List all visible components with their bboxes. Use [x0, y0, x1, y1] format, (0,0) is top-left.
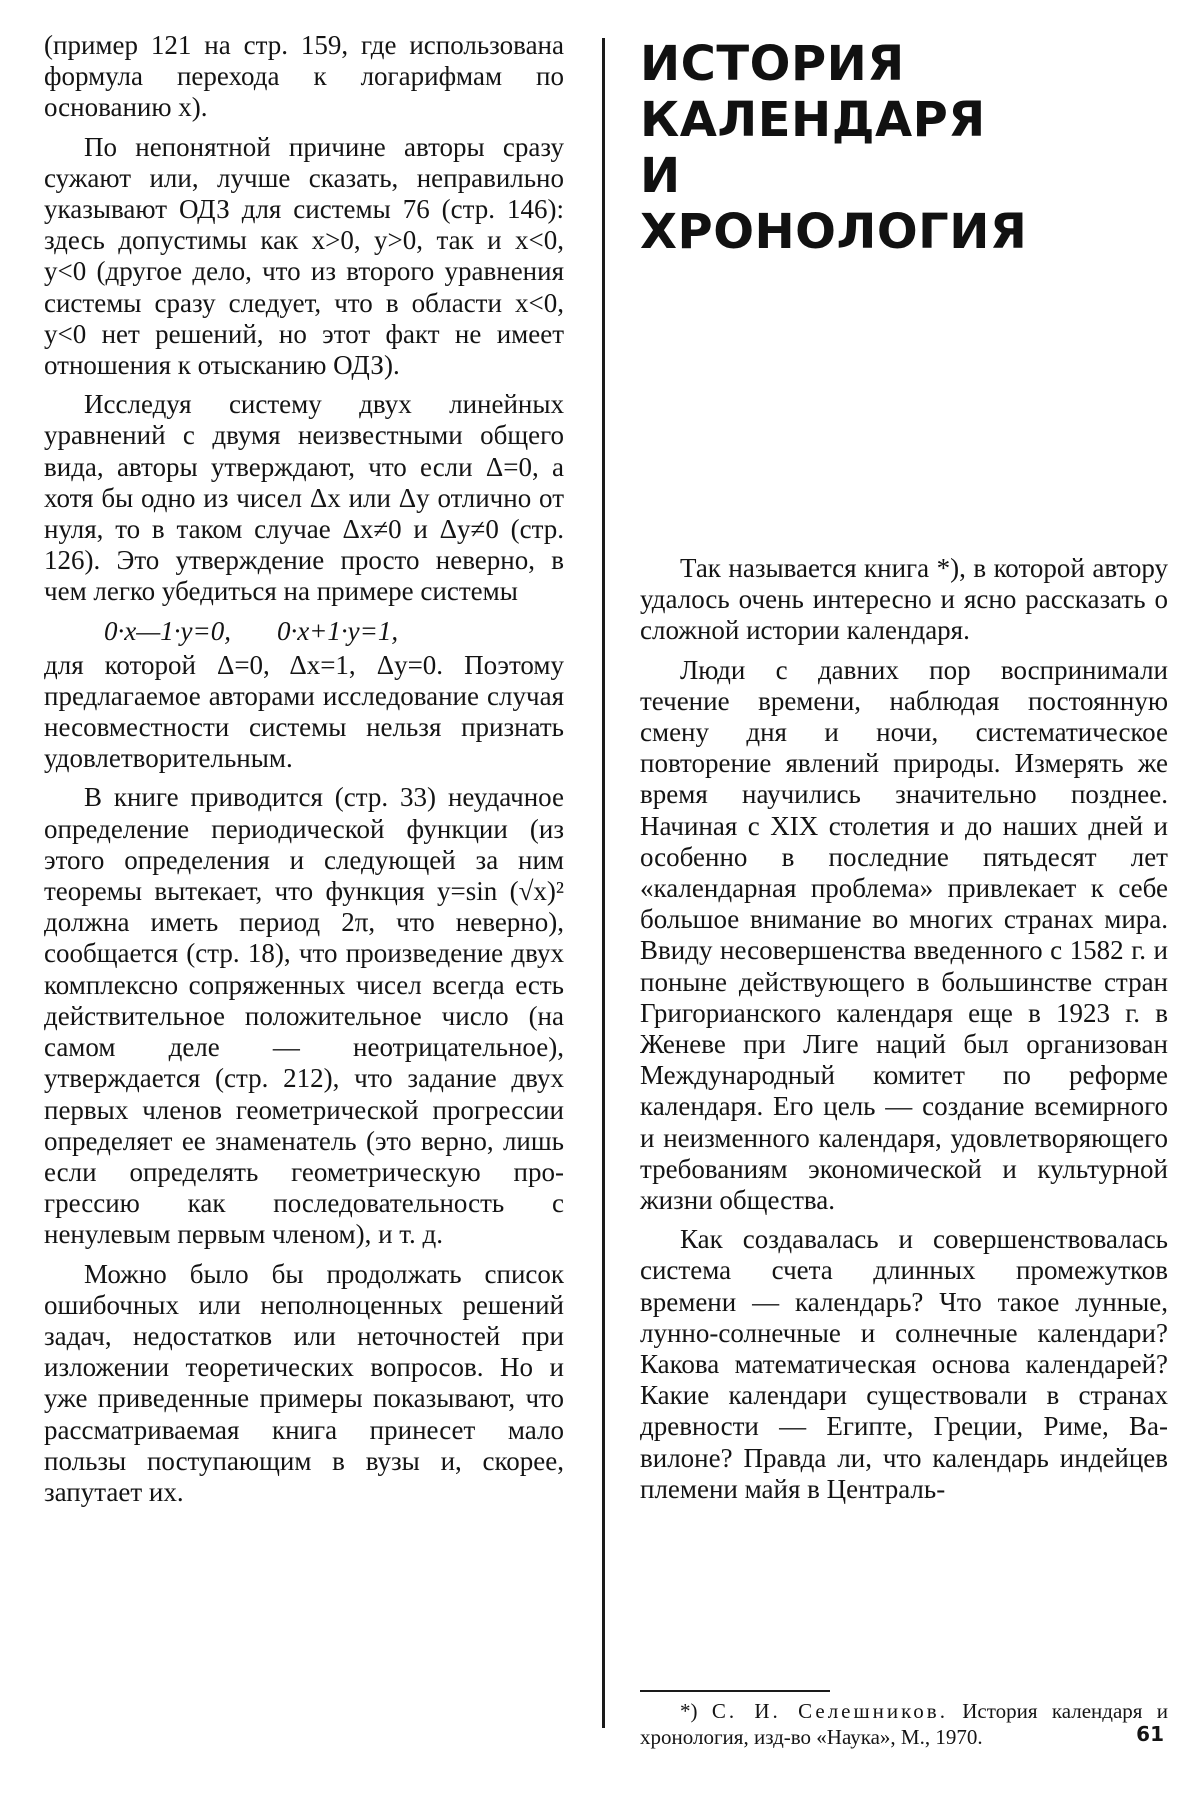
- footnote: [640, 1698, 1168, 1750]
- left-paragraph-6: Можно было бы продолжать список ошибочных или неполноценных решений задач, недостатков или неточностей при изложении теоретических вопросов. Но и уже приведенные примеры показывают, что рассматриваемая книга принесет мало пользы поступающим в вузы и, скорее, запутает их.: [44, 1258, 564, 1507]
- left-paragraph-5: В книге приводится (стр. 33) неудачное определение периодической функции (из этого определения и следующей за ним теоремы вытекает, что функция y=sin (√x)² должна иметь период 2π, что неверно), сообщается (стр. 18), что произведение двух комплексно сопряженных чисел всегда есть действительное положительное число (на самом деле — неотрицательное), утверждается (стр. 212), что задание двух первых членов геометрической прогрессии определяет ее знаменатель (это верно, лишь если определять геометрическую прогрессию как последовательность с ненулевым первым членом), и т. д.: [44, 782, 564, 1250]
- article-title: [640, 36, 1168, 260]
- left-paragraph-2: По непонятной причине авторы сразу сужают или, лучше сказать, неправильно указывают ОДЗ для системы 76 (стр. 146): здесь допустимы как x>0, y>0, так и x<0, y<0 (другое дело, что из второго уравнения системы сразу следует, что в области x<0, y<0 нет решений, но этот факт не имеет отношения к отысканию ОДЗ).: [44, 131, 564, 381]
- left-paragraph-4: для которой Δ=0, Δx=1, Δy=0. Поэтому предлагаемое авторами исследование случая несовместности системы нельзя признать удовлетворительным.: [44, 649, 564, 774]
- footnote-text: История календаря и хронология, изд-во «Наука», М., 1970.: [640, 1699, 1168, 1749]
- right-paragraph-2: Люди с давних пор воспринимали течение времени, наблюдая постоянную смену дня и ночи, систематическое повторение явлений природы. Измерять же время научились значительно позднее. Начиная с XIX столетия и до наших дней и особенно в последние пятьдесят лет «календарная проблема» привлекает к себе большое внимание во многих странах мира. Ввиду несовершенства введенного с 1582 г. и поныне действующего в большинстве стран Григорианского календаря еще в 1923 г. в Женеве при Лиге наций был организован Международный комитет по реформе календаря. Его цель — создание всемирного и неизменного календаря, удовлетворяющего требованиям экономической и культурной жизни общества.: [640, 654, 1168, 1216]
- column-divider: [602, 38, 605, 1728]
- equation-2: 0·x+1·y=1,: [276, 615, 399, 646]
- page-number: 61: [1136, 1722, 1164, 1746]
- equation-system: [104, 614, 564, 648]
- review-text: [640, 553, 1168, 1505]
- title-line-3: И: [640, 148, 681, 204]
- right-paragraph-1: Так называется книга *), в которой автору удалось очень интересно и ясно рассказать о сложной истории календаря.: [640, 553, 1168, 646]
- title-line-2: КАЛЕНДАРЯ: [640, 92, 986, 148]
- left-paragraph-1: (пример 121 на стр. 159, где использована формула перехода к логарифмам по основанию x).: [44, 30, 564, 123]
- left-column: [44, 30, 564, 1508]
- footnote-author: С. И. Селешников.: [711, 1699, 948, 1723]
- title-line-1: ИСТОРИЯ: [640, 36, 905, 92]
- left-paragraph-3: Исследуя систему двух линейных уравнений с двумя неизвестными общего вида, авторы утверждают, что если Δ=0, а хотя бы одно из чисел Δx или Δy отлично от нуля, то в таком случае Δx≠0 и Δy≠0 (стр. 126). Это утверждение просто неверно, в чем легко убедиться на примере системы: [44, 389, 564, 607]
- equation-1: 0·x—1·y=0,: [104, 615, 231, 646]
- title-line-4: ХРОНОЛОГИЯ: [640, 204, 1028, 260]
- footnote-divider: [640, 1690, 830, 1692]
- footnote-mark: *): [680, 1699, 712, 1723]
- right-paragraph-3: Как создавалась и совершенствовалась система счета длинных промежутков времени — календарь? Что такое лунные, лунно-солнечные и солнечные календари? Какова математическая основа календарей? Какие календари существовали в странах древности — Египте, Греции, Риме, Вавилоне? Правда ли, что календарь индейцев племени майя в Централь-: [640, 1224, 1168, 1504]
